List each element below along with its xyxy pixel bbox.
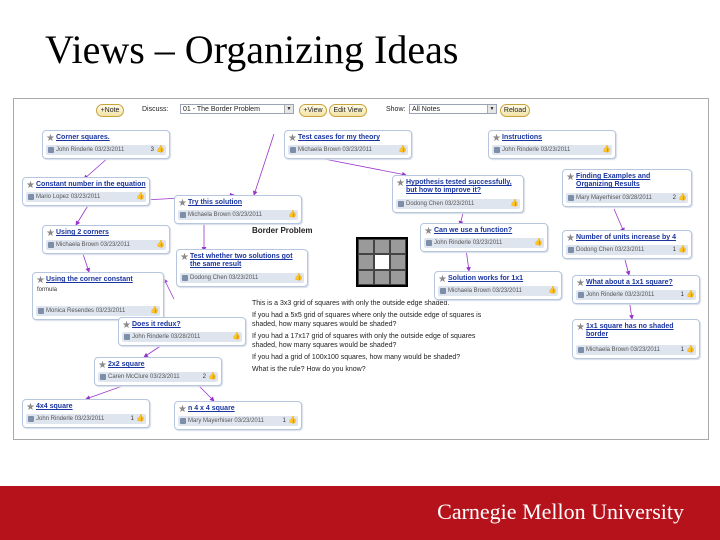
thumbs-up-icon[interactable]: 👍	[686, 346, 695, 353]
note-title[interactable]: 2x2 square	[108, 361, 145, 368]
slide-title: Views – Organizing Ideas	[45, 27, 459, 72]
note-author: John Rinderle	[502, 147, 540, 153]
star-icon[interactable]: ★	[288, 133, 297, 144]
like-count: 1	[672, 247, 676, 253]
avatar	[182, 275, 188, 281]
note-card[interactable]	[94, 357, 222, 386]
note-card[interactable]	[174, 195, 302, 224]
note-card[interactable]	[118, 317, 246, 346]
star-icon[interactable]: ★	[576, 278, 585, 289]
note-date: 03/23/2011	[94, 147, 125, 153]
note-title[interactable]: Corner squares.	[56, 134, 110, 141]
thumbs-up-icon[interactable]: 👍	[232, 333, 241, 340]
note-title[interactable]: Does it redux?	[132, 321, 181, 328]
note-author: John Rinderle	[56, 147, 94, 153]
thumbs-up-icon[interactable]: 👍	[136, 193, 145, 200]
avatar	[38, 308, 44, 314]
add-note-button[interactable]: +Note	[96, 104, 124, 117]
note-author: Michaela Brown	[188, 212, 231, 218]
note-card[interactable]	[488, 130, 616, 159]
note-date: 03/28/2011	[622, 195, 652, 201]
note-card[interactable]	[572, 319, 700, 359]
note-date: 03/23/2011	[95, 308, 126, 314]
note-author: Monica Resendes	[46, 308, 95, 314]
note-card[interactable]	[174, 401, 302, 430]
note-author: Caren McClure	[108, 374, 149, 380]
note-title[interactable]: Can we use a function?	[434, 227, 513, 234]
like-count: 1	[282, 418, 286, 424]
note-card[interactable]	[284, 130, 412, 159]
avatar	[180, 418, 186, 424]
note-title[interactable]: Test whether two solutions got the same result	[190, 253, 293, 268]
note-card[interactable]	[42, 130, 170, 159]
avatar	[124, 334, 130, 340]
thumbs-up-icon[interactable]: 👍	[548, 287, 557, 294]
note-title[interactable]: What about a 1x1 square?	[586, 279, 673, 286]
avatar	[494, 147, 500, 153]
note-date: 03/23/2011	[150, 374, 180, 380]
thumbs-up-icon[interactable]: 👍	[686, 291, 695, 298]
thumbs-up-icon[interactable]: 👍	[156, 241, 165, 248]
note-author: Michaela Brown	[586, 347, 629, 353]
note-title[interactable]: Solution works for 1x1	[448, 275, 524, 282]
star-icon[interactable]: ★	[46, 133, 55, 144]
show-label: Show:	[386, 106, 406, 113]
star-icon[interactable]: ★	[566, 172, 575, 183]
problem-line: If you had a grid of 100x100 squares, how many would be shaded?	[252, 354, 461, 361]
star-icon[interactable]: ★	[566, 233, 575, 244]
note-date: 03/23/2011	[70, 194, 101, 200]
avatar	[578, 347, 584, 353]
problem-line: If you had a 5x5 grid of squares where only the outside edge of squares is shaded, how many squares would be shaded?	[252, 312, 482, 328]
note-title[interactable]: Finding Examples and Organizing Results	[576, 173, 651, 188]
star-icon[interactable]: ★	[36, 275, 45, 286]
avatar	[28, 416, 34, 422]
note-author: Dodong Chen	[406, 201, 444, 207]
discuss-select[interactable]: 01 - The Border Problem ▼	[180, 104, 294, 114]
like-count: 2	[672, 195, 676, 201]
note-title[interactable]: Hypothesis tested successfully, but how to improve it?	[406, 179, 512, 194]
note-date: 03/23/2011	[472, 240, 503, 246]
note-author: John Rinderle	[434, 240, 472, 246]
note-date: 03/23/2011	[342, 147, 372, 153]
note-date: 03/23/2011	[492, 288, 522, 294]
note-date: 03/23/2011	[630, 347, 660, 353]
chevron-down-icon: ▼	[284, 105, 293, 113]
avatar	[48, 242, 54, 248]
note-card[interactable]	[22, 399, 150, 428]
thumbs-up-icon[interactable]: 👍	[156, 146, 165, 153]
problem-line: What is the rule? How do you know?	[252, 366, 366, 373]
note-title[interactable]: n 4 x 4 square	[188, 405, 235, 412]
note-date: 03/23/2011	[540, 147, 571, 153]
note-card[interactable]	[32, 272, 164, 320]
star-icon[interactable]: ★	[122, 320, 131, 331]
thumbs-up-icon[interactable]: 👍	[678, 194, 687, 201]
star-icon[interactable]: ★	[396, 178, 405, 189]
note-author: Dodong Chen	[190, 275, 228, 281]
avatar	[28, 194, 34, 200]
note-date: 03/23/2011	[232, 212, 262, 218]
note-date: 03/23/2011	[624, 292, 655, 298]
avatar	[578, 292, 584, 298]
problem-line: This is a 3x3 grid of squares with only the outside edge shaded.	[252, 300, 450, 307]
note-title[interactable]: Try this solution	[188, 199, 243, 206]
note-author: Mary Mayerhiser	[576, 195, 621, 201]
note-title[interactable]: 1x1 square has no shaded border	[586, 323, 674, 338]
thumbs-up-icon[interactable]: 👍	[678, 246, 687, 253]
avatar	[48, 147, 54, 153]
note-date: 03/23/2011	[234, 418, 264, 424]
app-screenshot	[13, 98, 709, 440]
star-icon[interactable]: ★	[46, 228, 55, 239]
note-date: 03/23/2011	[444, 201, 475, 207]
problem-text	[252, 299, 502, 377]
note-author: Michaela Brown	[298, 147, 341, 153]
note-card[interactable]	[562, 169, 692, 207]
star-icon[interactable]: ★	[178, 404, 187, 415]
star-icon[interactable]: ★	[26, 402, 35, 413]
chevron-down-icon: ▼	[487, 105, 496, 113]
thumbs-up-icon[interactable]: 👍	[534, 239, 543, 246]
note-date: 03/23/2011	[614, 247, 645, 253]
star-icon[interactable]: ★	[424, 226, 433, 237]
thumbs-up-icon[interactable]: 👍	[150, 307, 159, 314]
problem-title: Border Problem	[252, 226, 313, 235]
avatar	[290, 147, 296, 153]
note-author: John Rinderle	[132, 334, 170, 340]
note-card[interactable]	[572, 275, 700, 304]
star-icon[interactable]: ★	[26, 180, 35, 191]
thumbs-up-icon[interactable]: 👍	[510, 200, 519, 207]
note-title[interactable]: Constant number in the equation	[36, 181, 146, 188]
avatar	[568, 247, 574, 253]
star-icon[interactable]: ★	[576, 322, 585, 333]
avatar	[180, 212, 186, 218]
note-title[interactable]: Instructions	[502, 134, 543, 141]
thumbs-up-icon[interactable]: 👍	[602, 146, 611, 153]
note-body: formula	[37, 287, 58, 293]
thumbs-up-icon[interactable]: 👍	[288, 211, 297, 218]
add-view-button[interactable]: +View	[299, 104, 327, 117]
avatar	[100, 374, 106, 380]
like-count: 1	[680, 347, 684, 353]
like-count: 2	[202, 374, 206, 380]
note-date: 03/23/2011	[228, 275, 259, 281]
note-card[interactable]	[42, 225, 170, 254]
like-count: 1	[680, 292, 684, 298]
star-icon[interactable]: ★	[180, 252, 189, 263]
avatar	[568, 195, 574, 201]
note-card[interactable]	[392, 175, 524, 213]
reload-button[interactable]: Reload	[500, 104, 530, 117]
thumbs-up-icon[interactable]: 👍	[288, 417, 297, 424]
note-card[interactable]	[420, 223, 548, 252]
like-count: 3	[150, 147, 154, 153]
avatar	[398, 201, 404, 207]
note-author: John Rinderle	[36, 416, 74, 422]
thumbs-up-icon[interactable]: 👍	[208, 373, 217, 380]
note-card[interactable]	[562, 230, 692, 259]
thumbs-up-icon[interactable]: 👍	[294, 274, 303, 281]
note-author: Dodong Chen	[576, 247, 614, 253]
note-title[interactable]: 4x4 square	[36, 403, 73, 410]
avatar	[426, 240, 432, 246]
problem-line: If you had a 17x17 grid of squares with only the outside edge of squares shaded, how many squares would be shaded?	[252, 333, 476, 349]
note-card[interactable]	[22, 177, 150, 206]
thumbs-up-icon[interactable]: 👍	[136, 415, 145, 422]
note-author: Mario Lopez	[36, 194, 70, 200]
university-logo-text: Carnegie Mellon University	[437, 499, 684, 524]
note-author: John Rinderle	[586, 292, 624, 298]
star-icon[interactable]: ★	[438, 274, 447, 285]
avatar	[440, 288, 446, 294]
show-select[interactable]: All Notes ▼	[409, 104, 497, 114]
note-title[interactable]: Using the corner constant	[46, 276, 133, 283]
note-title[interactable]: Test cases for my theory	[298, 134, 380, 141]
note-card[interactable]	[176, 249, 308, 287]
note-author: Mary Mayerhiser	[188, 418, 233, 424]
like-count: 1	[130, 416, 134, 422]
note-date: 03/23/2011	[74, 416, 105, 422]
thumbs-up-icon[interactable]: 👍	[398, 146, 407, 153]
note-date: 03/28/2011	[170, 334, 201, 340]
edit-view-button[interactable]: Edit View	[329, 104, 367, 117]
star-icon[interactable]: ★	[98, 360, 107, 371]
problem-grid-image	[356, 237, 408, 287]
note-title[interactable]: Using 2 corners	[56, 229, 109, 236]
note-date: 03/23/2011	[100, 242, 130, 248]
note-card[interactable]	[434, 271, 562, 300]
note-title[interactable]: Number of units increase by 4	[576, 234, 676, 241]
star-icon[interactable]: ★	[178, 198, 187, 209]
note-author: Michaela Brown	[56, 242, 99, 248]
note-author: Michaela Brown	[448, 288, 491, 294]
star-icon[interactable]: ★	[492, 133, 501, 144]
footer-bar	[0, 486, 720, 540]
discuss-label: Discuss:	[142, 106, 169, 113]
